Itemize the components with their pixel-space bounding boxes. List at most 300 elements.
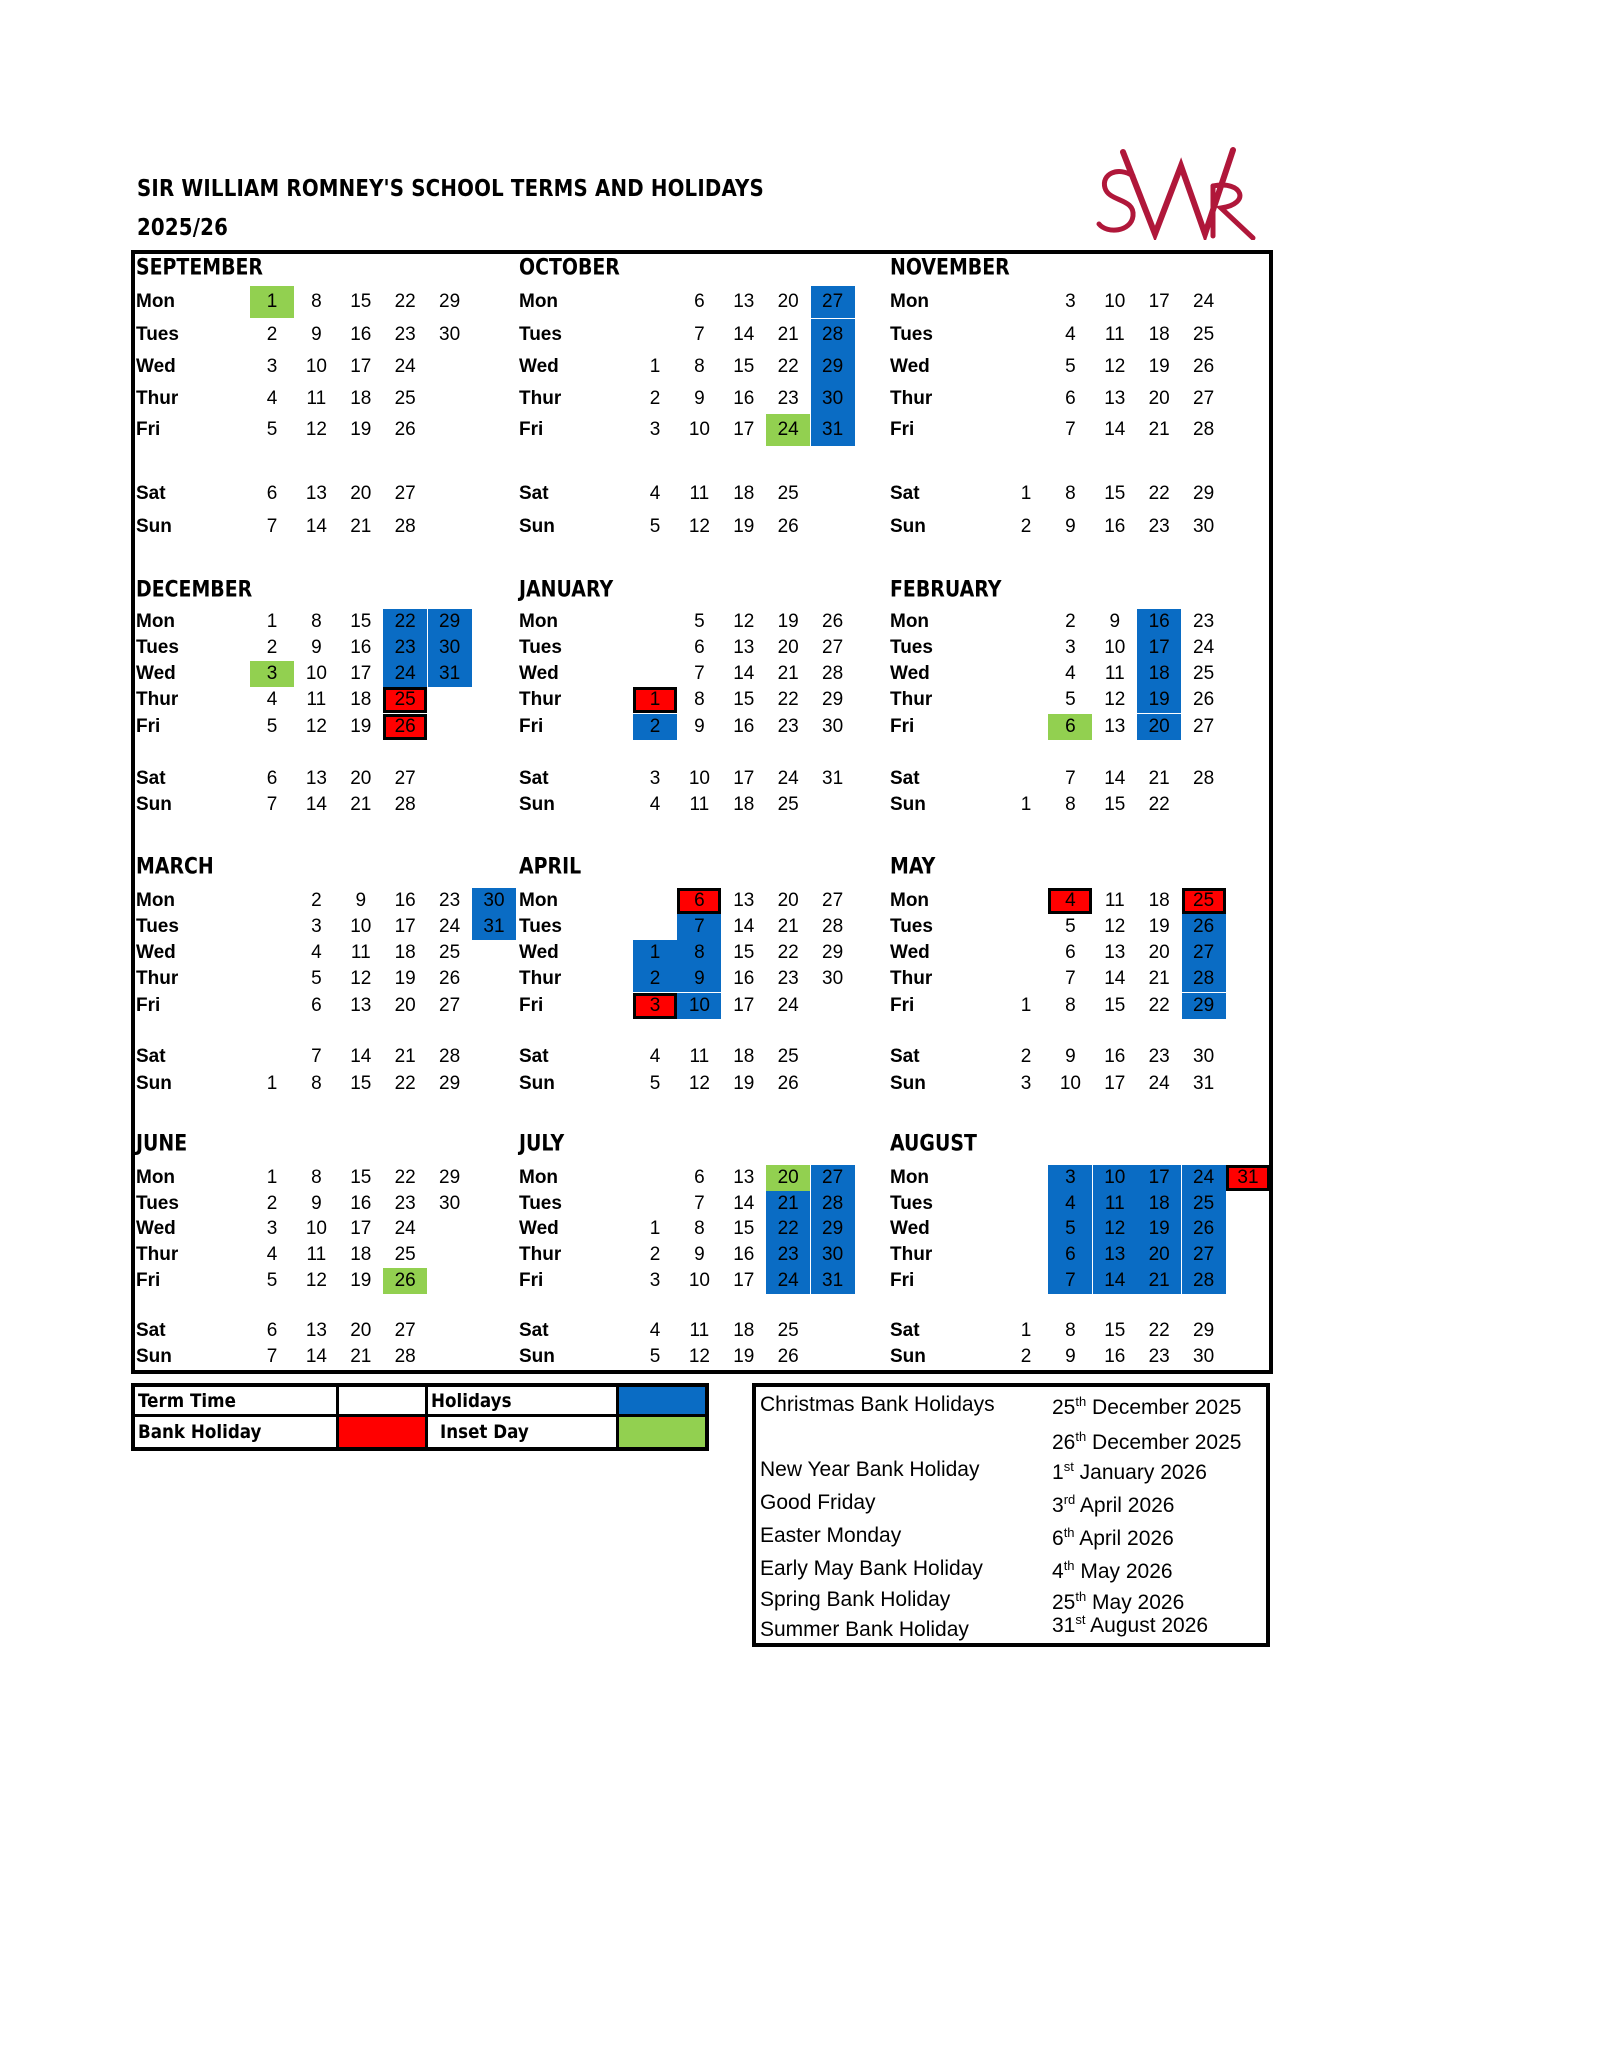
day-label: Tues bbox=[519, 637, 562, 658]
date-cell-december-22: 22 bbox=[383, 609, 427, 635]
date-cell-august-9: 9 bbox=[1065, 1346, 1076, 1367]
day-label: Thur bbox=[136, 388, 179, 409]
date-cell-september-20: 20 bbox=[350, 483, 372, 504]
date-cell-august-10: 10 bbox=[1093, 1165, 1137, 1191]
bank-holiday-date bbox=[1052, 1429, 1241, 1455]
day-label: Sat bbox=[890, 1046, 920, 1067]
date-cell-april-16: 16 bbox=[733, 968, 755, 989]
date-cell-august-16: 16 bbox=[1104, 1346, 1126, 1367]
date-day: 1 bbox=[1052, 1461, 1064, 1484]
date-cell-march-21: 21 bbox=[394, 1046, 416, 1067]
day-label: Sun bbox=[890, 794, 926, 815]
day-label: Fri bbox=[136, 419, 161, 440]
date-cell-july-15: 15 bbox=[733, 1218, 755, 1239]
day-label: Thur bbox=[519, 689, 562, 710]
date-cell-february-3: 3 bbox=[1065, 637, 1076, 658]
date-cell-december-11: 11 bbox=[306, 689, 327, 710]
date-cell-january-5: 5 bbox=[694, 611, 705, 632]
date-cell-january-20: 20 bbox=[777, 637, 799, 658]
date-cell-july-25: 25 bbox=[777, 1320, 799, 1341]
date-cell-january-19: 19 bbox=[777, 611, 799, 632]
day-label: Sun bbox=[519, 1073, 555, 1094]
date-cell-january-29: 29 bbox=[822, 689, 844, 710]
month-header-september: SEPTEMBER bbox=[136, 255, 263, 281]
day-label: Sun bbox=[890, 1346, 926, 1367]
date-cell-july-20: 20 bbox=[766, 1165, 810, 1191]
date-day: 31 bbox=[1052, 1614, 1076, 1637]
date-cell-june-29: 29 bbox=[439, 1167, 461, 1188]
date-cell-may-5: 5 bbox=[1065, 916, 1076, 937]
date-cell-march-20: 20 bbox=[394, 995, 416, 1016]
date-cell-september-17: 17 bbox=[350, 356, 372, 377]
day-label: Thur bbox=[519, 388, 562, 409]
date-cell-december-20: 20 bbox=[350, 768, 372, 789]
date-suffix: st bbox=[1075, 1612, 1086, 1627]
date-cell-march-14: 14 bbox=[350, 1046, 372, 1067]
month-header-march: MARCH bbox=[136, 854, 214, 880]
date-cell-july-24: 24 bbox=[766, 1268, 810, 1294]
date-cell-march-17: 17 bbox=[394, 916, 416, 937]
date-cell-september-18: 18 bbox=[350, 388, 372, 409]
date-day: 4 bbox=[1052, 1560, 1064, 1583]
date-cell-june-4: 4 bbox=[266, 1244, 278, 1265]
day-label: Sat bbox=[890, 768, 920, 789]
date-cell-august-19: 19 bbox=[1137, 1216, 1181, 1242]
date-cell-january-7: 7 bbox=[694, 663, 705, 684]
date-cell-july-8: 8 bbox=[694, 1218, 705, 1239]
date-cell-may-11: 11 bbox=[1104, 890, 1125, 911]
date-cell-november-15: 15 bbox=[1104, 483, 1126, 504]
date-cell-november-18: 18 bbox=[1148, 324, 1170, 345]
date-cell-july-17: 17 bbox=[733, 1270, 755, 1291]
date-cell-april-24: 24 bbox=[777, 995, 799, 1016]
date-cell-january-6: 6 bbox=[694, 637, 705, 658]
legend-holidays-swatch bbox=[619, 1387, 705, 1417]
date-cell-october-27: 27 bbox=[811, 286, 855, 318]
date-cell-april-5: 5 bbox=[649, 1073, 661, 1094]
day-label: Mon bbox=[519, 611, 559, 632]
date-cell-july-28: 28 bbox=[811, 1191, 855, 1217]
date-cell-may-29: 29 bbox=[1182, 993, 1226, 1019]
date-cell-december-8: 8 bbox=[311, 611, 322, 632]
date-suffix: th bbox=[1075, 1589, 1087, 1604]
day-label: Thur bbox=[890, 1244, 933, 1265]
date-cell-march-11: 11 bbox=[350, 942, 371, 963]
date-cell-march-15: 15 bbox=[350, 1073, 372, 1094]
date-cell-may-31: 31 bbox=[1193, 1073, 1215, 1094]
day-label: Thur bbox=[890, 689, 933, 710]
date-cell-july-18: 18 bbox=[733, 1320, 755, 1341]
date-cell-may-28: 28 bbox=[1182, 966, 1226, 992]
date-cell-april-15: 15 bbox=[733, 942, 755, 963]
date-cell-april-8: 8 bbox=[677, 940, 721, 966]
date-day: 25 bbox=[1052, 1591, 1076, 1614]
date-cell-july-6: 6 bbox=[694, 1167, 705, 1188]
date-cell-october-8: 8 bbox=[694, 356, 705, 377]
bank-holiday-date bbox=[1052, 1394, 1241, 1420]
date-cell-november-28: 28 bbox=[1193, 419, 1215, 440]
date-cell-september-22: 22 bbox=[394, 291, 416, 312]
school-logo bbox=[1093, 146, 1273, 240]
date-cell-july-23: 23 bbox=[766, 1242, 810, 1268]
date-cell-april-21: 21 bbox=[777, 916, 799, 937]
date-cell-april-30: 30 bbox=[822, 968, 844, 989]
date-cell-august-7: 7 bbox=[1048, 1268, 1092, 1294]
day-label: Thur bbox=[890, 968, 933, 989]
date-cell-june-16: 16 bbox=[350, 1193, 372, 1214]
date-cell-september-8: 8 bbox=[311, 291, 322, 312]
date-cell-september-28: 28 bbox=[394, 516, 416, 537]
date-cell-december-28: 28 bbox=[394, 794, 416, 815]
date-cell-august-3: 3 bbox=[1048, 1165, 1092, 1191]
date-cell-september-10: 10 bbox=[305, 356, 327, 377]
day-label: Tues bbox=[890, 916, 933, 937]
date-cell-july-13: 13 bbox=[733, 1167, 755, 1188]
date-cell-october-13: 13 bbox=[733, 291, 755, 312]
date-cell-february-28: 28 bbox=[1193, 768, 1215, 789]
date-cell-august-6: 6 bbox=[1048, 1242, 1092, 1268]
legend-bank-holiday-swatch bbox=[339, 1417, 428, 1447]
date-cell-september-5: 5 bbox=[266, 419, 278, 440]
date-cell-november-17: 17 bbox=[1148, 291, 1170, 312]
date-cell-january-10: 10 bbox=[688, 768, 710, 789]
date-cell-april-2: 2 bbox=[633, 966, 677, 992]
day-label: Wed bbox=[890, 1218, 930, 1239]
date-cell-september-27: 27 bbox=[394, 483, 416, 504]
day-label: Fri bbox=[519, 995, 544, 1016]
date-month-year: December 2025 bbox=[1086, 1431, 1242, 1454]
legend-inset-day-label: Inset Day bbox=[428, 1417, 619, 1447]
date-cell-january-22: 22 bbox=[777, 689, 799, 710]
date-cell-july-1: 1 bbox=[649, 1218, 661, 1239]
date-day: 26 bbox=[1052, 1431, 1076, 1454]
date-cell-november-2: 2 bbox=[1020, 516, 1032, 537]
day-label: Fri bbox=[890, 995, 915, 1016]
date-cell-april-3: 3 bbox=[633, 993, 677, 1019]
date-cell-april-19: 19 bbox=[733, 1073, 755, 1094]
date-cell-july-30: 30 bbox=[811, 1242, 855, 1268]
date-cell-july-26: 26 bbox=[777, 1346, 799, 1367]
date-cell-may-2: 2 bbox=[1020, 1046, 1032, 1067]
date-cell-august-22: 22 bbox=[1148, 1320, 1170, 1341]
date-cell-october-7: 7 bbox=[694, 324, 705, 345]
date-cell-june-2: 2 bbox=[266, 1193, 278, 1214]
day-label: Wed bbox=[519, 356, 559, 377]
date-cell-april-29: 29 bbox=[822, 942, 844, 963]
day-label: Wed bbox=[890, 663, 930, 684]
date-cell-december-3: 3 bbox=[250, 661, 294, 687]
date-cell-august-26: 26 bbox=[1182, 1216, 1226, 1242]
date-cell-march-27: 27 bbox=[439, 995, 461, 1016]
date-cell-july-29: 29 bbox=[811, 1216, 855, 1242]
date-cell-april-18: 18 bbox=[733, 1046, 755, 1067]
date-cell-december-2: 2 bbox=[266, 637, 278, 658]
date-cell-july-19: 19 bbox=[733, 1346, 755, 1367]
day-label: Sun bbox=[890, 516, 926, 537]
date-cell-june-23: 23 bbox=[394, 1193, 416, 1214]
date-cell-may-20: 20 bbox=[1148, 942, 1170, 963]
date-cell-december-6: 6 bbox=[266, 768, 278, 789]
date-cell-june-24: 24 bbox=[394, 1218, 416, 1239]
date-cell-march-26: 26 bbox=[439, 968, 461, 989]
date-day: 3 bbox=[1052, 1494, 1064, 1517]
date-cell-june-28: 28 bbox=[394, 1346, 416, 1367]
date-cell-june-11: 11 bbox=[306, 1244, 327, 1265]
date-cell-september-15: 15 bbox=[350, 291, 372, 312]
date-cell-october-25: 25 bbox=[777, 483, 799, 504]
date-cell-october-24: 24 bbox=[766, 414, 810, 446]
day-label: Mon bbox=[519, 291, 559, 312]
bank-holiday-label: Easter Monday bbox=[760, 1524, 902, 1547]
date-cell-december-16: 16 bbox=[350, 637, 372, 658]
date-cell-january-25: 25 bbox=[777, 794, 799, 815]
date-cell-june-10: 10 bbox=[305, 1218, 327, 1239]
month-header-november: NOVEMBER bbox=[890, 255, 1010, 281]
day-label: Tues bbox=[136, 1193, 179, 1214]
date-cell-december-23: 23 bbox=[383, 635, 427, 661]
date-cell-january-4: 4 bbox=[649, 794, 661, 815]
date-cell-march-23: 23 bbox=[439, 890, 461, 911]
date-cell-november-13: 13 bbox=[1104, 388, 1126, 409]
date-cell-september-25: 25 bbox=[394, 388, 416, 409]
date-cell-december-29: 29 bbox=[428, 609, 472, 635]
date-cell-june-25: 25 bbox=[394, 1244, 416, 1265]
day-label: Tues bbox=[890, 1193, 933, 1214]
date-cell-december-9: 9 bbox=[311, 637, 322, 658]
date-suffix: th bbox=[1075, 1429, 1087, 1444]
date-cell-february-4: 4 bbox=[1065, 663, 1076, 684]
date-cell-november-25: 25 bbox=[1193, 324, 1215, 345]
day-label: Mon bbox=[136, 1167, 176, 1188]
bank-holiday-label: Early May Bank Holiday bbox=[760, 1557, 983, 1580]
date-cell-september-2: 2 bbox=[266, 324, 278, 345]
date-cell-january-13: 13 bbox=[733, 637, 755, 658]
date-cell-october-5: 5 bbox=[649, 516, 661, 537]
date-cell-december-25: 25 bbox=[383, 687, 427, 713]
date-month-year: April 2026 bbox=[1075, 1494, 1175, 1517]
date-cell-october-16: 16 bbox=[733, 388, 755, 409]
date-cell-august-5: 5 bbox=[1048, 1216, 1092, 1242]
date-cell-october-30: 30 bbox=[811, 383, 855, 415]
date-cell-may-24: 24 bbox=[1148, 1073, 1170, 1094]
day-label: Wed bbox=[519, 1218, 559, 1239]
day-label: Thur bbox=[890, 388, 933, 409]
date-cell-may-13: 13 bbox=[1104, 942, 1126, 963]
date-cell-november-23: 23 bbox=[1148, 516, 1170, 537]
day-label: Sun bbox=[136, 1346, 172, 1367]
date-cell-october-15: 15 bbox=[733, 356, 755, 377]
date-cell-april-13: 13 bbox=[733, 890, 755, 911]
day-label: Mon bbox=[136, 611, 176, 632]
date-cell-october-28: 28 bbox=[811, 319, 855, 351]
date-cell-march-16: 16 bbox=[394, 890, 416, 911]
date-cell-december-14: 14 bbox=[305, 794, 327, 815]
date-cell-may-9: 9 bbox=[1065, 1046, 1076, 1067]
date-cell-september-4: 4 bbox=[266, 388, 278, 409]
month-header-february: FEBRUARY bbox=[890, 577, 1002, 603]
date-cell-february-13: 13 bbox=[1104, 716, 1126, 737]
day-label: Wed bbox=[890, 942, 930, 963]
date-cell-june-6: 6 bbox=[266, 1320, 278, 1341]
day-label: Tues bbox=[890, 324, 933, 345]
date-cell-september-14: 14 bbox=[305, 516, 327, 537]
date-cell-august-28: 28 bbox=[1182, 1268, 1226, 1294]
date-cell-june-13: 13 bbox=[305, 1320, 327, 1341]
date-cell-july-14: 14 bbox=[733, 1193, 755, 1214]
day-label: Mon bbox=[890, 1167, 930, 1188]
date-cell-january-3: 3 bbox=[649, 768, 661, 789]
date-cell-december-19: 19 bbox=[350, 716, 372, 737]
date-cell-february-17: 17 bbox=[1137, 635, 1181, 661]
date-cell-february-26: 26 bbox=[1193, 689, 1215, 710]
date-cell-august-21: 21 bbox=[1137, 1268, 1181, 1294]
date-cell-january-9: 9 bbox=[694, 716, 705, 737]
date-cell-march-12: 12 bbox=[350, 968, 372, 989]
day-label: Tues bbox=[136, 916, 179, 937]
date-cell-july-11: 11 bbox=[689, 1320, 710, 1341]
date-cell-july-9: 9 bbox=[694, 1244, 705, 1265]
date-cell-august-15: 15 bbox=[1104, 1320, 1126, 1341]
date-cell-june-17: 17 bbox=[350, 1218, 372, 1239]
date-cell-february-12: 12 bbox=[1104, 689, 1126, 710]
date-cell-november-1: 1 bbox=[1020, 483, 1032, 504]
bank-holiday-date bbox=[1052, 1459, 1207, 1485]
date-cell-august-11: 11 bbox=[1093, 1191, 1137, 1217]
day-label: Sun bbox=[136, 1073, 172, 1094]
date-cell-january-11: 11 bbox=[689, 794, 710, 815]
date-cell-march-9: 9 bbox=[355, 890, 367, 911]
date-cell-february-19: 19 bbox=[1137, 687, 1181, 713]
bank-holiday-date bbox=[1052, 1492, 1175, 1518]
date-cell-june-9: 9 bbox=[311, 1193, 322, 1214]
day-label: Fri bbox=[519, 1270, 544, 1291]
date-cell-february-20: 20 bbox=[1137, 714, 1181, 740]
date-cell-may-30: 30 bbox=[1193, 1046, 1215, 1067]
date-cell-september-26: 26 bbox=[394, 419, 416, 440]
date-cell-july-10: 10 bbox=[688, 1270, 710, 1291]
date-cell-october-3: 3 bbox=[649, 419, 661, 440]
date-cell-march-6: 6 bbox=[311, 995, 322, 1016]
day-label: Sat bbox=[136, 483, 166, 504]
date-cell-august-18: 18 bbox=[1137, 1191, 1181, 1217]
date-cell-september-16: 16 bbox=[350, 324, 372, 345]
date-cell-june-7: 7 bbox=[266, 1346, 278, 1367]
date-cell-january-18: 18 bbox=[733, 794, 755, 815]
date-cell-march-18: 18 bbox=[394, 942, 416, 963]
date-month-year: January 2026 bbox=[1073, 1461, 1207, 1484]
date-cell-november-3: 3 bbox=[1065, 291, 1076, 312]
day-label: Sat bbox=[890, 483, 920, 504]
date-cell-december-31: 31 bbox=[428, 661, 472, 687]
date-cell-august-17: 17 bbox=[1137, 1165, 1181, 1191]
date-cell-september-19: 19 bbox=[350, 419, 372, 440]
date-cell-january-12: 12 bbox=[733, 611, 755, 632]
date-cell-february-16: 16 bbox=[1137, 609, 1181, 635]
day-label: Mon bbox=[890, 291, 930, 312]
day-label: Wed bbox=[519, 663, 559, 684]
day-label: Sun bbox=[519, 1346, 555, 1367]
date-cell-march-28: 28 bbox=[439, 1046, 461, 1067]
date-cell-august-23: 23 bbox=[1148, 1346, 1170, 1367]
date-cell-april-10: 10 bbox=[677, 993, 721, 1019]
date-cell-september-1: 1 bbox=[250, 286, 294, 318]
date-cell-july-16: 16 bbox=[733, 1244, 755, 1265]
date-cell-june-1: 1 bbox=[266, 1167, 278, 1188]
date-cell-december-10: 10 bbox=[305, 663, 327, 684]
date-cell-october-19: 19 bbox=[733, 516, 755, 537]
academic-year: 2025/26 bbox=[137, 215, 229, 241]
date-cell-january-31: 31 bbox=[822, 768, 844, 789]
date-cell-may-8: 8 bbox=[1065, 995, 1076, 1016]
date-cell-august-12: 12 bbox=[1093, 1216, 1137, 1242]
date-cell-november-6: 6 bbox=[1065, 388, 1076, 409]
date-cell-august-27: 27 bbox=[1182, 1242, 1226, 1268]
date-cell-april-1: 1 bbox=[633, 940, 677, 966]
date-cell-february-9: 9 bbox=[1109, 611, 1121, 632]
date-cell-september-13: 13 bbox=[305, 483, 327, 504]
date-cell-august-25: 25 bbox=[1182, 1191, 1226, 1217]
date-cell-august-30: 30 bbox=[1193, 1346, 1215, 1367]
date-cell-june-30: 30 bbox=[439, 1193, 461, 1214]
date-cell-january-8: 8 bbox=[694, 689, 705, 710]
day-label: Tues bbox=[890, 637, 933, 658]
date-cell-may-7: 7 bbox=[1065, 968, 1076, 989]
date-cell-march-3: 3 bbox=[311, 916, 322, 937]
day-label: Fri bbox=[890, 1270, 915, 1291]
date-cell-june-14: 14 bbox=[305, 1346, 327, 1367]
date-cell-january-24: 24 bbox=[777, 768, 799, 789]
day-label: Sun bbox=[136, 516, 172, 537]
date-cell-september-29: 29 bbox=[439, 291, 461, 312]
date-cell-august-4: 4 bbox=[1048, 1191, 1092, 1217]
date-cell-august-8: 8 bbox=[1065, 1320, 1076, 1341]
day-label: Fri bbox=[136, 716, 161, 737]
month-header-april: APRIL bbox=[519, 854, 582, 880]
date-cell-may-19: 19 bbox=[1148, 916, 1170, 937]
date-cell-april-9: 9 bbox=[677, 966, 721, 992]
date-cell-october-1: 1 bbox=[649, 356, 661, 377]
date-cell-october-9: 9 bbox=[694, 388, 705, 409]
date-cell-august-1: 1 bbox=[1020, 1320, 1032, 1341]
legend-term-time-swatch bbox=[339, 1387, 428, 1417]
date-cell-april-28: 28 bbox=[822, 916, 844, 937]
date-cell-november-4: 4 bbox=[1065, 324, 1076, 345]
date-month-year: May 2026 bbox=[1074, 1560, 1173, 1583]
date-cell-july-4: 4 bbox=[649, 1320, 661, 1341]
day-label: Fri bbox=[890, 419, 915, 440]
day-label: Sat bbox=[519, 483, 549, 504]
page-title: SIR WILLIAM ROMNEY'S SCHOOL TERMS AND HOLIDAYS bbox=[137, 176, 764, 202]
date-cell-september-3: 3 bbox=[266, 356, 278, 377]
date-cell-march-8: 8 bbox=[311, 1073, 322, 1094]
day-label: Fri bbox=[136, 995, 161, 1016]
date-cell-june-5: 5 bbox=[266, 1270, 278, 1291]
date-day: 6 bbox=[1052, 1527, 1064, 1550]
date-cell-february-24: 24 bbox=[1193, 637, 1215, 658]
date-cell-july-12: 12 bbox=[688, 1346, 710, 1367]
date-cell-may-21: 21 bbox=[1148, 968, 1170, 989]
date-cell-december-30: 30 bbox=[428, 635, 472, 661]
date-cell-march-25: 25 bbox=[439, 942, 461, 963]
date-cell-april-11: 11 bbox=[689, 1046, 710, 1067]
bank-holiday-label: Spring Bank Holiday bbox=[760, 1588, 951, 1611]
date-cell-december-21: 21 bbox=[350, 794, 372, 815]
date-cell-february-21: 21 bbox=[1148, 768, 1170, 789]
date-cell-july-31: 31 bbox=[811, 1268, 855, 1294]
date-cell-may-15: 15 bbox=[1104, 995, 1126, 1016]
day-label: Wed bbox=[890, 356, 930, 377]
date-cell-march-22: 22 bbox=[394, 1073, 416, 1094]
